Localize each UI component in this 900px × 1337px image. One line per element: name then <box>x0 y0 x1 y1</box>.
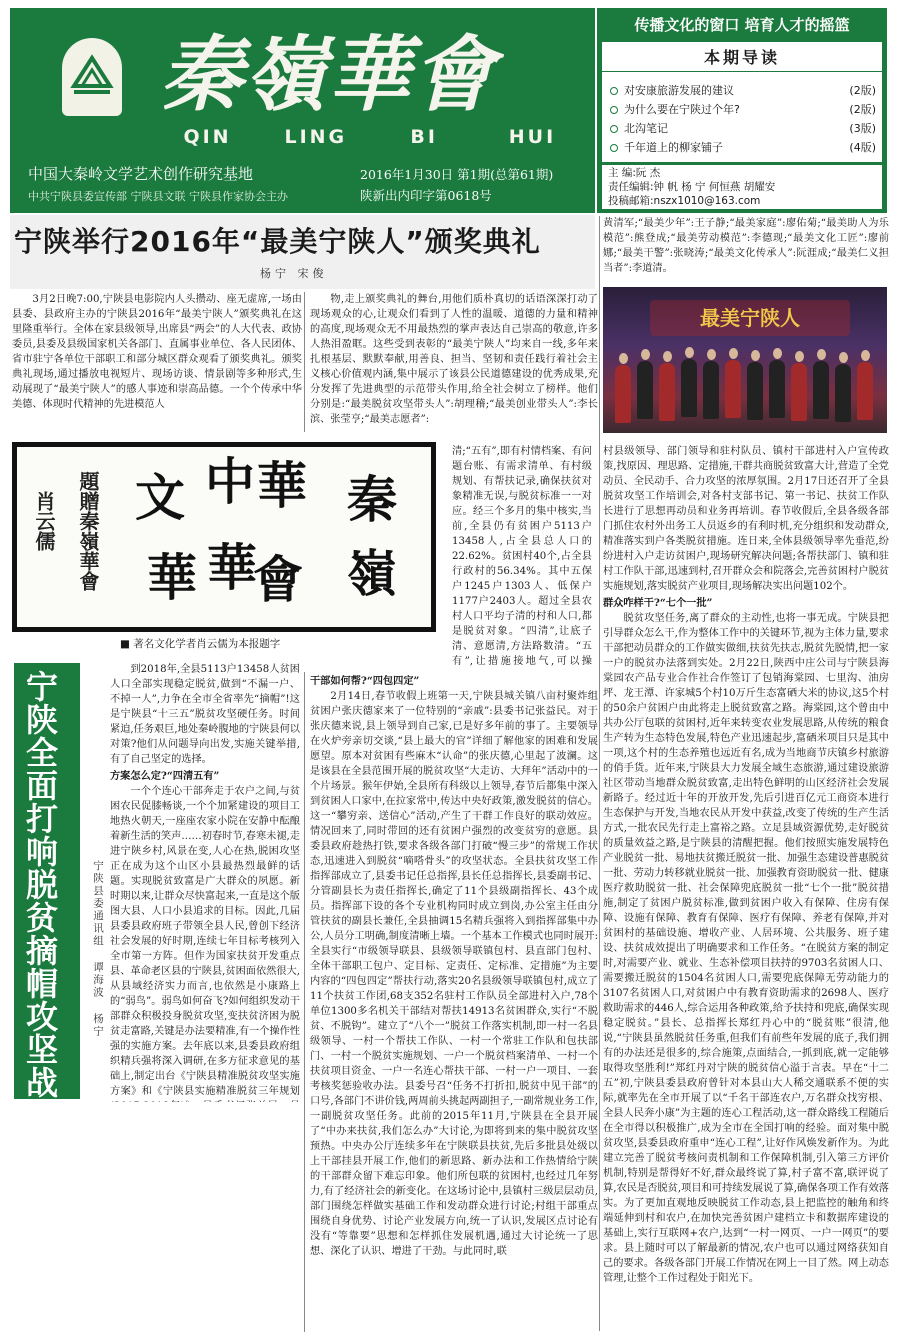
toc-item-label: 为什么要在宁陕过个年? <box>624 103 740 116</box>
toc-item-page: (4版) <box>849 141 876 154</box>
toc-item-label: 北沟笔记 <box>624 122 668 135</box>
article-column <box>310 672 598 1332</box>
article-column <box>12 292 302 432</box>
section-subheading: 干部如何帮?“四包四定” <box>310 675 420 687</box>
toc-item[interactable] <box>610 120 876 138</box>
article-text: 3月2日晚7:00,宁陕县电影院内人头攒动、座无虚席,一场由县委、县政府主办的宁陕县2016年“最美宁陕人”颁奖典礼在这里隆重举行。全体在家县级领导,出席县“两会”的人大代表、政协委员,县委及县级国家机关各部门、直属事业单位、各人民团体、省市驻宁各单位干部职工和部分城区群众观看了颁奖典礼。颁奖典礼现场,通过播放电视短片、现场访谈、情景剧等多种形式,生动展现了“最美宁陕人”的感人事迹和崇高品德。一个个传承中华美德、体现时代精神的先进模范人 <box>12 294 302 410</box>
bullet-icon <box>610 144 618 152</box>
logo-icon <box>62 38 122 116</box>
article-text: 物,走上颁奖典礼的舞台,用他们质朴真切的话语深深打动了现场观众的心,让观众们看到了人性的温暖、道德的力量和精神的高度,现场观众无不用最热烈的掌声表达自己崇高的敬意,许多人热泪盈眶。这些受到表彰的“最美宁陕人”均来自一线,多年来扎根基层、默默奉献,用善良、担当、坚韧和责任践行着社会主义核心价值观内涵,集中展示了该县公民道德建设的优秀成果,充分发挥了先进典型的示范带头作用,给全社会树立了榜样。他们分别是:“最美脱贫攻坚带头人”:胡理稽;“最美创业带头人”:李长滨、张莹亨;“最美志愿者”: <box>310 294 598 425</box>
honoree-figure <box>813 361 829 419</box>
honoree-figure <box>725 360 741 418</box>
calligraphy-inscription: 題贈秦嶺華會 <box>76 471 100 591</box>
calligraphy-char: 文 <box>135 468 185 527</box>
article-text: 黄清军;“最美少年”:王子静;“最美家庭”:廖佑菊;“最美助人为乐模范”:熊登成;“最美劳动模范”:李德现;“最美文化工匠”:廖前娜;“最美干警”:张晓涛;“最美文化传承人”:阮涯成;“最美仁义担当者”:李道清。 <box>603 218 889 274</box>
issue-registration: 陕新出内印字第0618号 <box>360 188 492 203</box>
stage-banner: 最美宁陕人 <box>650 300 850 336</box>
column-divider <box>304 672 305 1332</box>
honoree-figure <box>681 359 697 417</box>
section-subheading: 群众咋样干?“七个一批” <box>603 597 713 609</box>
column-divider <box>599 216 600 1331</box>
article-text: 一个个连心干部奔走于农户之间,与贫困农民促膝畅谈,一个个加紧建设的项目工地热火朝天,一座座农家小院在安静中酝酿着新生活的笑声……初春时节,春寒未褪,走进宁陕乡村,风景在变,人心在热,脱困攻坚正在成为这个山区小县最热烈最鲜的话题。实现脱贫致富是广大群众的夙愿。新时期以来,让群众尽快富起来,一直是这个版图大县、人口小县追求的目标。因此,几届县委县政府班子带领全县人民,曾创下经济社会发展的好时期,连续七年目标考核列入全市第一方阵。但作为国家扶贫开发重点县、革命老区县的宁陕县,贫困面依然很大,从县域经济实力而言,也依然是小康路上的“弱鸟”。弱鸟如何奋飞?如何组织发动干部群众积极投身脱贫攻坚,变扶贫济困为脱贫走富路,关键是办法要精准,有一个操作性强的实施方案。去年底以来,县委县政府组织精兵强将深入调研,在多方征求意见的基础上,制定出台《宁陕县精准脱贫攻坚实施方案》和《宁陕县实施精准脱贫三年规划 <box>110 786 300 1097</box>
calligraphy-char: 會 <box>253 550 303 609</box>
feature-vertical-title: 宁陕全面打响脱贫摘帽攻坚战 <box>21 670 59 1099</box>
article-column <box>110 662 300 1102</box>
toc-item-page: (2版) <box>849 84 876 97</box>
article-column <box>310 292 598 432</box>
bullet-icon <box>610 106 618 114</box>
calligraphy-char: 華 <box>147 548 197 607</box>
responsible-editors: 责任编辑:钟 帆 杨 宁 何恒燕 胡耀安 <box>608 181 776 193</box>
section-subheading: 方案怎么定?“四清五有” <box>110 770 220 782</box>
calligraphy-signature: 肖云儒 <box>32 491 56 551</box>
article-text: 脱贫攻坚任务,离了群众的主动性,也将一事无成。宁陕县把引导群众怎么干,作为整体工作中的关键环节,视为主体力量,要求干部把动员群众的工作做实做细,扶贫先扶志,脱贫先脱情,把一家一户的脱贫办法落到实处。2月22日,陕西中庄公司与宁陕县海棠园农产品专业合作社合作签订了包销海棠园、七里沟、油房坪、龙王潭、许家城5个村10万斤生态富硒大米的协议,这5个村的50余户贫困户由此将走上脱贫致富之路。海棠园,这个曾由中共办公厅包联的贫困村,近年来转变农业发展思路,从传统的粮食生产转为生态特色发展,特色产业迅速起步,富硒米项目只是其中一项,这个村的生态养殖也远近有名,成为当地商节庆镇乡村旅游的俏手货。近年来,宁陕县大力发展全域生态旅游,通过建设旅游社区带动当地群众脱贫致富,走出特色鲜明的山区经济社会发展新路子。经过近十年的开放开发,先后引进百亿元工商资本进行生态保护与开发,当地农民从开发中获益,改变了传统的生产生活方式,一批农民先行走上富裕之路。立足县域资源优势,走好脱贫的质量效益之路,是宁陕县的清醒把握。他们按照实施发展特色产业脱贫一批、易地扶贫搬迁脱贫一批、加强生态建设普惠脱贫一批、劳动力转移就业脱贫一批、加强教育资助脱贫一批、健康医疗救助脱贫一批、社会保障兜底脱贫一批“七个一批”脱贫措施,制定了贫困户脱贫标准,做到贫困户收入有保障、住房有保障、设施有保障、教育有保障、医疗有保障、养老有保障,并对贫困村的基础设施、增收产业、人居环境、公共服务、班子建设、扶贫成效提出了明确要求和工作任务。“在脱贫方案的制定时,对需要产业、就业、生态补偿项目扶持的9703名贫困人口、需要搬迁脱贫的1504名贫困人口,需要兜底保障无劳动能力的3107名贫困人口,对贫困户中有教育资助需求的2698人、医疗救助需求的446人,综合运用各种政策,给予扶持和兜底,确保实现稳定脱贫。”县长、总指挥长郑红丹心中的“脱贫账”很清,他说,“宁陕县虽然脱贫任务重,但我们有前些年发展的底子,我们拥有的办法还是很多的,综合施策,点面结合,一抓到底,就一定能够取得攻坚胜利!”郑红丹对宁陕的脱贫信心溢于言表。早在“十二五”初,宁陕县委县政府曾针对本县山大人稀交通联系不便的实际,就率先在全市开展了以“千名干部连农户,万名群众找穷根、全县人民奔小康”为主题的连心工程活动,这一群众路线工程随后在全市得以积极推广,成为全市在全国打响的经验。面对集中脱贫攻坚,县委县政府重申“连心工程”,让好作风焕发新作为。为此建立完善了脱贫考核问责机制和工作保障机制,引入第三方评价机制,特别是帮得好不好,群众最终说了算,村子富不富,联评说了算,农民是否脱贫,项目和可持续发展说了算,确保各项工作有效落实。为了更加直观地反映脱贫工作动态,县上把监控的触角和终端延伸到村和农户,在加快完善贫困户建档立卡和数据库建设的基础上,实行互联网+农户,达到“一村一网页、一户一网页”的要求。县上随时可以了解最新的情况,农户也可以通过网络获知自己的要求。各级各部门开展工作情况在网上一目了然。网上动态管理,让整个工作过程处于阳光下。 <box>603 613 889 1284</box>
toc-item-label: 千年道上的柳家铺子 <box>624 141 723 154</box>
honoree-figure <box>857 362 873 420</box>
slogan: 传播文化的窗口 培育人才的摇篮 <box>634 16 850 34</box>
paper-title-pinyin <box>160 126 580 150</box>
article-text: 清;“五有”,即有村情档案、有问题台账、有需求清单、有村级规划、有帮扶记录,确保扶贫对象精准无误,与脱贫标准一一对应。经三个多月的集中核实,当前,全县仍有贫困户5113户13458人,占全县总人口的22.62%。贫困村40个,占全县行政村的56.34%。其中五保户1245户1303人、低保户1177户2403人。超过全县农村人口平均子清的村和人口,都是脱贫对象。“四清”,让底子清、意愿清,方法路数清。“五有”,让措施接地气,可以操 <box>452 446 592 667</box>
pinyin-syllable: BI <box>410 126 438 148</box>
mountain-logo-icon <box>70 52 114 96</box>
headline-byline: 杨宁 宋俊 <box>260 267 328 280</box>
article-column <box>603 216 889 286</box>
pinyin-syllable: QIN <box>183 126 232 148</box>
bullet-icon <box>610 125 618 133</box>
honoree-figure <box>747 362 763 420</box>
paper-title: 秦嶺華會 <box>160 27 496 123</box>
headline: 宁陕举行2016年“最美宁陕人”颁奖典礼 <box>14 225 541 258</box>
article-text: 村县级领导、部门领导和驻村队员、镇村干部进村入户宣传政策,找原因、理思路、定措施,干群共商脱贫致富大计,营造了全党动员、全民动手、合力攻坚的浓厚氛围。2月17日还召开了全县脱贫攻坚工作培训会,对各村支部书记、第一书记、扶贫工作队长进行了思想再动员和业务再培训。春节收假后,全县各级各部门抓住农村外出务工人员返乡的有利时机,充分组织和发动群众,精准落实到户各类脱贫措施。连日来,全体县级领导率先垂范,纷纷进村入户走访贫困户,现场研究解决问题;各帮扶部门、镇和驻村工作队干部,迅速到村,召开群众会和院落会,完善贫困村户脱贫实施规划,落实脱贫产业项目,现场解决实出问题102个。 <box>603 446 889 592</box>
article-text: 2月14日,春节收假上班第一天,宁陕县城关镇八亩村聚炸组贫困户张庆德家来了一位特别的“亲戚”:县委书记张益民。对于张庆德来说,县上领导到自己家,已是好多年前的事了。主要领导在火炉旁亲切交谈,“县上最大的官”详细了解他家的困难和发展愿望。原本对贫困有些麻木“认命”的张庆德,心里起了波澜。这是该县在全县范围开展的脱贫攻坚“大走访、大拜年”活动中的一个片场景。猴年伊始,全县所有科级以上领导,春节后都集中深入到贫困人口家中,在拉家常中,传达中央好政策,激发脱贫的信心。这一“攀穷亲、送信心”活动,产生了干群工作良好的联动效应。情况回来了,同时带回的还有贫困户强烈的改变贫穷的意愿。县委县政府趁热打铁,要求各级各部门打破“慢三步”的常规工作状态,迅速进入到脱贫“嘀嗒骨头”的攻坚状态。全县扶贫攻坚工作指挥部成立了,县委书记任总指挥,县长任总指挥长,县委副书记、分管副县长为责任指挥长,确定了11个县级副指挥长、43个成员。指挥部下设的各个专业机构同时成立到岗,办公室主任由分管扶贫的副县长兼任,全县抽调15名精兵强将入到指挥部集中办公,人员分工明确,制度清晰上墙。一个基本工作模式也同时展开:全县实行“市级领导联县、县级领导联镇包村、县直部门包村、全体干部职工包户、定目标、定责任、定标准、定措施”为主要内容的“四包四定”帮扶行动,落实20名县级领导联镇包村,成立了11个扶贫工作团,68支352名驻村工作队员全部进村入户,78个单位1300多名机关干部结对帮扶14913名贫困群众,实行“不脱贫、不脱钩”。建立了“八个一”脱贫工作落实机制,即一村一名县级领导、一村一个帮扶工作队、一村一个常驻工作队和包扶部门、一村一个脱贫实施规划、一户一个脱贫档案清单、一村一个扶贫项目资金、一户一名连心帮扶干部、一村一户一项目、一套考核奖惩验收办法。县委号召“任务不打折扣,脱贫中见干部”的口号,各部门不讲价钱,两周前头挑起两副担子,一副常规业务工作,一副脱贫攻坚任务。此前的2015年11月,宁陕县在全县开展了“中办来扶贫,我们怎么办”大讨论,为即将到来的集中脱贫攻坚预热。中央办公厅连续多年在宁陕联县扶贫,先后多批县处级以上干部挂县开展工作,他们的新思路、新办法和工作热情给宁陕的干部群众留下难忘印象。他们所包联的贫困村,也经过几年努力,有了经济社会的新变化。在这场讨论中,县镇村三级层层动员,部门围绕怎样做实基础工作和发动群众进行讨论;村组干部重点围绕自身优势、讨论产业发展方向,统一了认识,发展区点讨论有没有“等靠要”思想和怎样抓住发展机遇,通过大讨论统一了思想、深化了认识、增进了干劲。与此同时,联 <box>310 691 598 1257</box>
article-column <box>12 1103 300 1329</box>
calligraphy-char: 嶺 <box>347 544 397 603</box>
honoree-figure <box>615 365 631 423</box>
article-column <box>603 444 889 1332</box>
chief-editor: 主 编:阮 杰 <box>608 167 661 179</box>
honoree-figure <box>659 363 675 421</box>
issue-date: 2016年1月30日 第1期(总第61期) <box>360 167 554 182</box>
column-divider <box>304 292 305 432</box>
pinyin-syllable: HUI <box>508 126 557 148</box>
toc-title: 本期导读 <box>602 44 882 72</box>
toc-item-label: 对安康旅游发展的建议 <box>624 84 734 97</box>
honoree-figure <box>835 364 851 422</box>
calligraphy-char: 秦 <box>347 470 397 529</box>
research-base-title: 中国大秦岭文学艺术创作研究基地 <box>28 165 254 183</box>
honoree-figure <box>703 361 719 419</box>
sponsors-line: 中共宁陕县委宣传部 宁陕县文联 宁陕县作家协会主办 <box>28 190 288 203</box>
submission-email: 投稿邮箱:nszx1010@163.com <box>608 195 761 207</box>
calligraphy-caption: ■ 著名文化学者肖云儒为本报题字 <box>120 638 281 650</box>
calligraphy-char: 華 <box>207 538 257 597</box>
toc-item[interactable] <box>610 139 876 157</box>
calligraphy-char: 中 <box>205 452 255 511</box>
article-column <box>452 444 592 669</box>
feature-byline: 宁陕县委通讯组 谭海波 杨宁 <box>92 860 104 1038</box>
bullet-icon <box>610 87 618 95</box>
calligraphy-char: 華 <box>257 456 307 515</box>
pinyin-syllable: LING <box>284 126 348 148</box>
toc-item-page: (2版) <box>849 103 876 116</box>
caption-text: 著名文化学者肖云儒为本报题字 <box>133 638 281 650</box>
toc-item-page: (3版) <box>849 122 876 135</box>
article-text: 到2018年,全县5113户13458人贫困人口全部实现稳定脱贫,做到“不漏一户、不掉一人”,力争在全市全省率先“摘帽”!这是宁陕县“十三五”脱贫攻坚硬任务。时间紧迫,任务艰巨,地处秦岭腹地的宁陕县何以对策?他们从问题导向出发,实施关键举措,有了自己坚定的选择。 <box>110 664 300 765</box>
honoree-figure <box>791 363 807 421</box>
toc-item[interactable] <box>610 82 876 100</box>
toc-item[interactable] <box>610 101 876 119</box>
honoree-figure <box>637 361 653 419</box>
staff-credits <box>602 165 882 209</box>
honoree-figure <box>769 360 785 418</box>
calligraphy-frame <box>12 442 436 632</box>
